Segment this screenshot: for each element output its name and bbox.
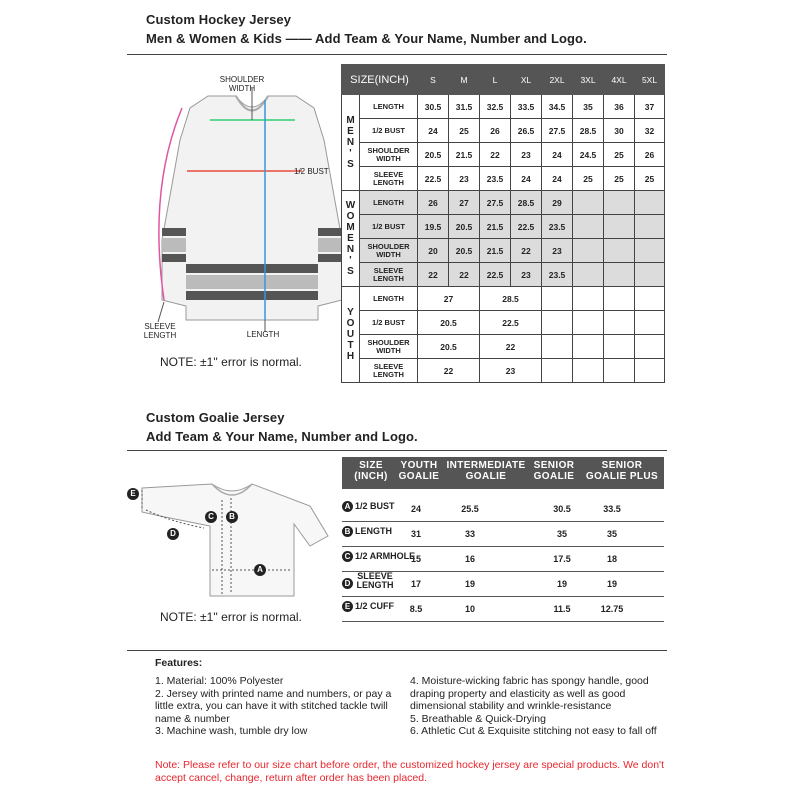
measurement-label: SHOULDER WIDTH <box>360 335 418 359</box>
size-value-cell: 23.5 <box>542 263 573 287</box>
goalie-row-name: SLEEVE LENGTH <box>356 571 394 590</box>
goalie-row-letter: E <box>342 601 353 612</box>
empty-cell <box>604 215 635 239</box>
goalie-marker-a: A <box>254 564 266 576</box>
size-value-cell: 20.5 <box>449 239 480 263</box>
size-value-cell: 30.5 <box>418 95 449 119</box>
goalie-table-header <box>342 457 664 489</box>
empty-cell <box>542 335 573 359</box>
goalie-size-row <box>342 496 664 521</box>
goalie-value-cell: 33 <box>464 529 475 539</box>
goalie-subtitle: Add Team & Your Name, Number and Logo. <box>146 429 418 444</box>
youth-row <box>342 287 665 311</box>
size-value-cell: 24 <box>542 143 573 167</box>
size-column-header: L <box>480 65 511 95</box>
size-value-cell: 31.5 <box>449 95 480 119</box>
goalie-value-cell: 19 <box>464 579 475 589</box>
size-column-header: 4XL <box>604 65 635 95</box>
womens-row <box>342 239 665 263</box>
size-value-cell: 30 <box>604 119 635 143</box>
size-column-header: S <box>418 65 449 95</box>
feature-item: 4. Moisture-wicking fabric has spongy handle, good draping property and elasticity as well as good dimensional stability and wrinkle-resistance <box>410 675 649 712</box>
goalie-row-letter: C <box>342 551 353 562</box>
size-value-cell: 25 <box>449 119 480 143</box>
hockey-subtitle: Men & Women & Kids —— Add Team & Your Name, Number and Logo. <box>146 31 587 46</box>
size-value-cell: 29 <box>542 191 573 215</box>
size-value-cell: 25 <box>635 167 665 191</box>
feature-item: 1. Material: 100% Polyester <box>155 675 284 687</box>
empty-cell <box>604 191 635 215</box>
goalie-row-name: 1/2 BUST <box>355 501 395 511</box>
goalie-value-cell: 17.5 <box>553 554 571 564</box>
empty-cell <box>573 335 604 359</box>
empty-cell <box>635 239 665 263</box>
empty-cell <box>573 263 604 287</box>
goalie-header-size: SIZE (INCH) <box>354 460 388 482</box>
measurement-label: LENGTH <box>360 95 418 119</box>
size-value-cell: 25 <box>604 167 635 191</box>
size-column-header: M <box>449 65 480 95</box>
measurement-label: 1/2 BUST <box>360 311 418 335</box>
goalie-size-row <box>342 521 664 546</box>
feature-item: 2. Jersey with printed name and numbers, or pay a little extra, you can have it with stitched tackle twill name & number <box>155 687 392 725</box>
hockey-title: Custom Hockey Jersey <box>146 12 292 27</box>
goalie-row-label <box>342 571 395 590</box>
size-value-cell: 28.5 <box>511 191 542 215</box>
length-label: LENGTH <box>246 330 280 339</box>
goalie-row-letter: D <box>342 578 353 589</box>
youth-row <box>342 335 665 359</box>
size-value-cell: 22 <box>449 263 480 287</box>
measurement-label: SLEEVE LENGTH <box>360 359 418 383</box>
measurement-label: SHOULDER WIDTH <box>360 143 418 167</box>
goalie-marker-c: C <box>205 511 217 523</box>
empty-cell <box>573 215 604 239</box>
goalie-value-cell: 30.5 <box>553 504 571 514</box>
size-value-cell: 23 <box>511 263 542 287</box>
size-value-cell: 27.5 <box>480 191 511 215</box>
feature-item: 3. Machine wash, tumble dry low <box>155 725 308 737</box>
size-value-cell: 36 <box>604 95 635 119</box>
size-value-cell: 24 <box>542 167 573 191</box>
bust-label: 1/2 BUST <box>294 167 329 176</box>
sleeve-length-label: SLEEVE LENGTH <box>143 322 177 340</box>
goalie-note: NOTE: ±1'' error is normal. <box>160 610 302 624</box>
goalie-value-cell: 24 <box>410 504 421 514</box>
size-value-cell: 23 <box>449 167 480 191</box>
goalie-row-name: 1/2 ARMHOLE <box>355 551 416 561</box>
empty-cell <box>604 287 635 311</box>
goalie-jersey-diagram <box>132 476 332 606</box>
goalie-header-senior: SENIOR GOALIE <box>533 460 575 482</box>
empty-cell <box>635 215 665 239</box>
size-column-header: XL <box>511 65 542 95</box>
size-value-cell: 22 <box>480 335 542 359</box>
measurement-label: 1/2 BUST <box>360 119 418 143</box>
empty-cell <box>635 359 665 383</box>
goalie-size-row <box>342 571 664 596</box>
empty-cell <box>573 359 604 383</box>
youth-row <box>342 359 665 383</box>
mens-row <box>342 95 665 119</box>
empty-cell <box>635 263 665 287</box>
goalie-value-cell: 18 <box>606 554 617 564</box>
womens-row <box>342 191 665 215</box>
empty-cell <box>604 335 635 359</box>
size-value-cell: 20 <box>418 239 449 263</box>
size-column-header: 2XL <box>542 65 573 95</box>
goalie-marker-d: D <box>167 528 179 540</box>
size-value-cell: 23.5 <box>480 167 511 191</box>
size-value-cell: 26.5 <box>511 119 542 143</box>
goalie-row-name: LENGTH <box>355 526 392 536</box>
size-value-cell: 35 <box>573 95 604 119</box>
goalie-header-intermediate: INTERMEDIATE GOALIE <box>446 460 526 482</box>
size-header-row <box>342 65 665 95</box>
size-value-cell: 20.5 <box>418 335 480 359</box>
mens-row <box>342 119 665 143</box>
empty-cell <box>573 287 604 311</box>
size-value-cell: 23 <box>511 143 542 167</box>
size-value-cell: 22.5 <box>480 263 511 287</box>
mens-row <box>342 167 665 191</box>
mens-row <box>342 143 665 167</box>
empty-cell <box>604 311 635 335</box>
hockey-note: NOTE: ±1'' error is normal. <box>160 355 302 369</box>
measurement-label: LENGTH <box>360 287 418 311</box>
size-value-cell: 28.5 <box>480 287 542 311</box>
size-value-cell: 25 <box>573 167 604 191</box>
size-value-cell: 22.5 <box>511 215 542 239</box>
size-value-cell: 21.5 <box>480 239 511 263</box>
size-value-cell: 32 <box>635 119 665 143</box>
empty-cell <box>542 287 573 311</box>
goalie-value-cell: 25.5 <box>461 504 479 514</box>
empty-cell <box>573 191 604 215</box>
size-value-cell: 22 <box>480 143 511 167</box>
features-left <box>155 675 400 738</box>
measurement-label: SHOULDER WIDTH <box>360 239 418 263</box>
goalie-value-cell: 15 <box>410 554 421 564</box>
size-value-cell: 33.5 <box>511 95 542 119</box>
shoulder-width-label: SHOULDER WIDTH <box>219 75 265 93</box>
size-value-cell: 24 <box>418 119 449 143</box>
size-value-cell: 26 <box>635 143 665 167</box>
size-value-cell: 32.5 <box>480 95 511 119</box>
size-value-cell: 22.5 <box>480 311 542 335</box>
size-value-cell: 20.5 <box>418 311 480 335</box>
empty-cell <box>542 311 573 335</box>
womens-row <box>342 215 665 239</box>
size-value-cell: 22.5 <box>418 167 449 191</box>
size-value-cell: 21.5 <box>449 143 480 167</box>
size-value-cell: 19.5 <box>418 215 449 239</box>
size-value-cell: 22 <box>418 263 449 287</box>
size-value-cell: 26 <box>418 191 449 215</box>
goalie-value-cell: 8.5 <box>409 604 423 614</box>
size-value-cell: 27.5 <box>542 119 573 143</box>
goalie-title: Custom Goalie Jersey <box>146 410 285 425</box>
size-column-header: 3XL <box>573 65 604 95</box>
size-value-cell: 34.5 <box>542 95 573 119</box>
return-policy-note: Note: Please refer to our size chart before order, the customized hockey jersey are special products. We don't accept cancel, change, return after order has been placed. <box>155 759 664 784</box>
goalie-value-cell: 10 <box>464 604 475 614</box>
size-value-cell: 20.5 <box>418 143 449 167</box>
size-value-cell: 24.5 <box>573 143 604 167</box>
womens-row <box>342 263 665 287</box>
size-value-cell: 22 <box>418 359 480 383</box>
size-value-cell: 24 <box>511 167 542 191</box>
size-column-header: 5XL <box>635 65 665 95</box>
feature-item: 5. Breathable & Quick-Drying <box>410 712 546 725</box>
size-value-cell: 26 <box>480 119 511 143</box>
measurement-label: SLEEVE LENGTH <box>360 263 418 287</box>
youth-row <box>342 311 665 335</box>
size-value-cell: 37 <box>635 95 665 119</box>
feature-item: 6. Athletic Cut & Exquisite stitching not easy to fall off <box>410 725 657 737</box>
measurement-label: 1/2 BUST <box>360 215 418 239</box>
empty-cell <box>573 311 604 335</box>
goalie-row-label <box>342 601 394 612</box>
size-value-cell: 22 <box>511 239 542 263</box>
goalie-row-divider <box>342 621 664 622</box>
goalie-value-cell: 12.75 <box>600 604 624 614</box>
size-value-cell: 23 <box>480 359 542 383</box>
goalie-value-cell: 35 <box>556 529 567 539</box>
size-value-cell: 23.5 <box>542 215 573 239</box>
measurement-label: LENGTH <box>360 191 418 215</box>
goalie-value-cell: 33.5 <box>603 504 621 514</box>
goalie-row-letter: B <box>342 526 353 537</box>
divider <box>127 650 667 651</box>
goalie-value-cell: 16 <box>464 554 475 564</box>
goalie-value-cell: 35 <box>606 529 617 539</box>
size-header-cell: SIZE(INCH) <box>342 65 418 95</box>
size-value-cell: 28.5 <box>573 119 604 143</box>
empty-cell <box>635 287 665 311</box>
size-value-cell: 20.5 <box>449 215 480 239</box>
hockey-jersey-diagram <box>130 70 345 355</box>
features-heading: Features: <box>155 657 203 669</box>
empty-cell <box>604 263 635 287</box>
goalie-value-cell: 19 <box>556 579 567 589</box>
goalie-value-cell: 11.5 <box>553 604 571 614</box>
goalie-header-senior-plus: SENIOR GOALIE PLUS <box>585 460 659 482</box>
empty-cell <box>635 335 665 359</box>
goalie-size-row <box>342 596 664 621</box>
divider <box>127 54 667 55</box>
measurement-label: SLEEVE LENGTH <box>360 167 418 191</box>
features-right <box>410 675 660 738</box>
goalie-row-letter: A <box>342 501 353 512</box>
hockey-size-table <box>341 64 665 383</box>
goalie-value-cell: 19 <box>606 579 617 589</box>
size-value-cell: 23 <box>542 239 573 263</box>
goalie-marker-b: B <box>226 511 238 523</box>
empty-cell <box>635 311 665 335</box>
goalie-size-row <box>342 546 664 571</box>
mens-section-label: M E N ' S <box>342 95 360 191</box>
goalie-row-label <box>342 526 392 537</box>
size-value-cell: 27 <box>418 287 480 311</box>
empty-cell <box>573 239 604 263</box>
goalie-marker-e: E <box>127 488 139 500</box>
goalie-row-name: 1/2 CUFF <box>355 601 395 611</box>
empty-cell <box>604 239 635 263</box>
divider <box>127 450 667 451</box>
goalie-header-youth: YOUTH GOALIE <box>398 460 440 482</box>
goalie-value-cell: 17 <box>410 579 421 589</box>
goalie-value-cell: 31 <box>410 529 421 539</box>
size-value-cell: 25 <box>604 143 635 167</box>
womens-section-label: W O M E N ' S <box>342 191 360 287</box>
empty-cell <box>542 359 573 383</box>
goalie-row-label <box>342 501 395 512</box>
empty-cell <box>635 191 665 215</box>
size-value-cell: 27 <box>449 191 480 215</box>
youth-section-label: Y O U T H <box>342 287 360 383</box>
size-value-cell: 21.5 <box>480 215 511 239</box>
empty-cell <box>604 359 635 383</box>
